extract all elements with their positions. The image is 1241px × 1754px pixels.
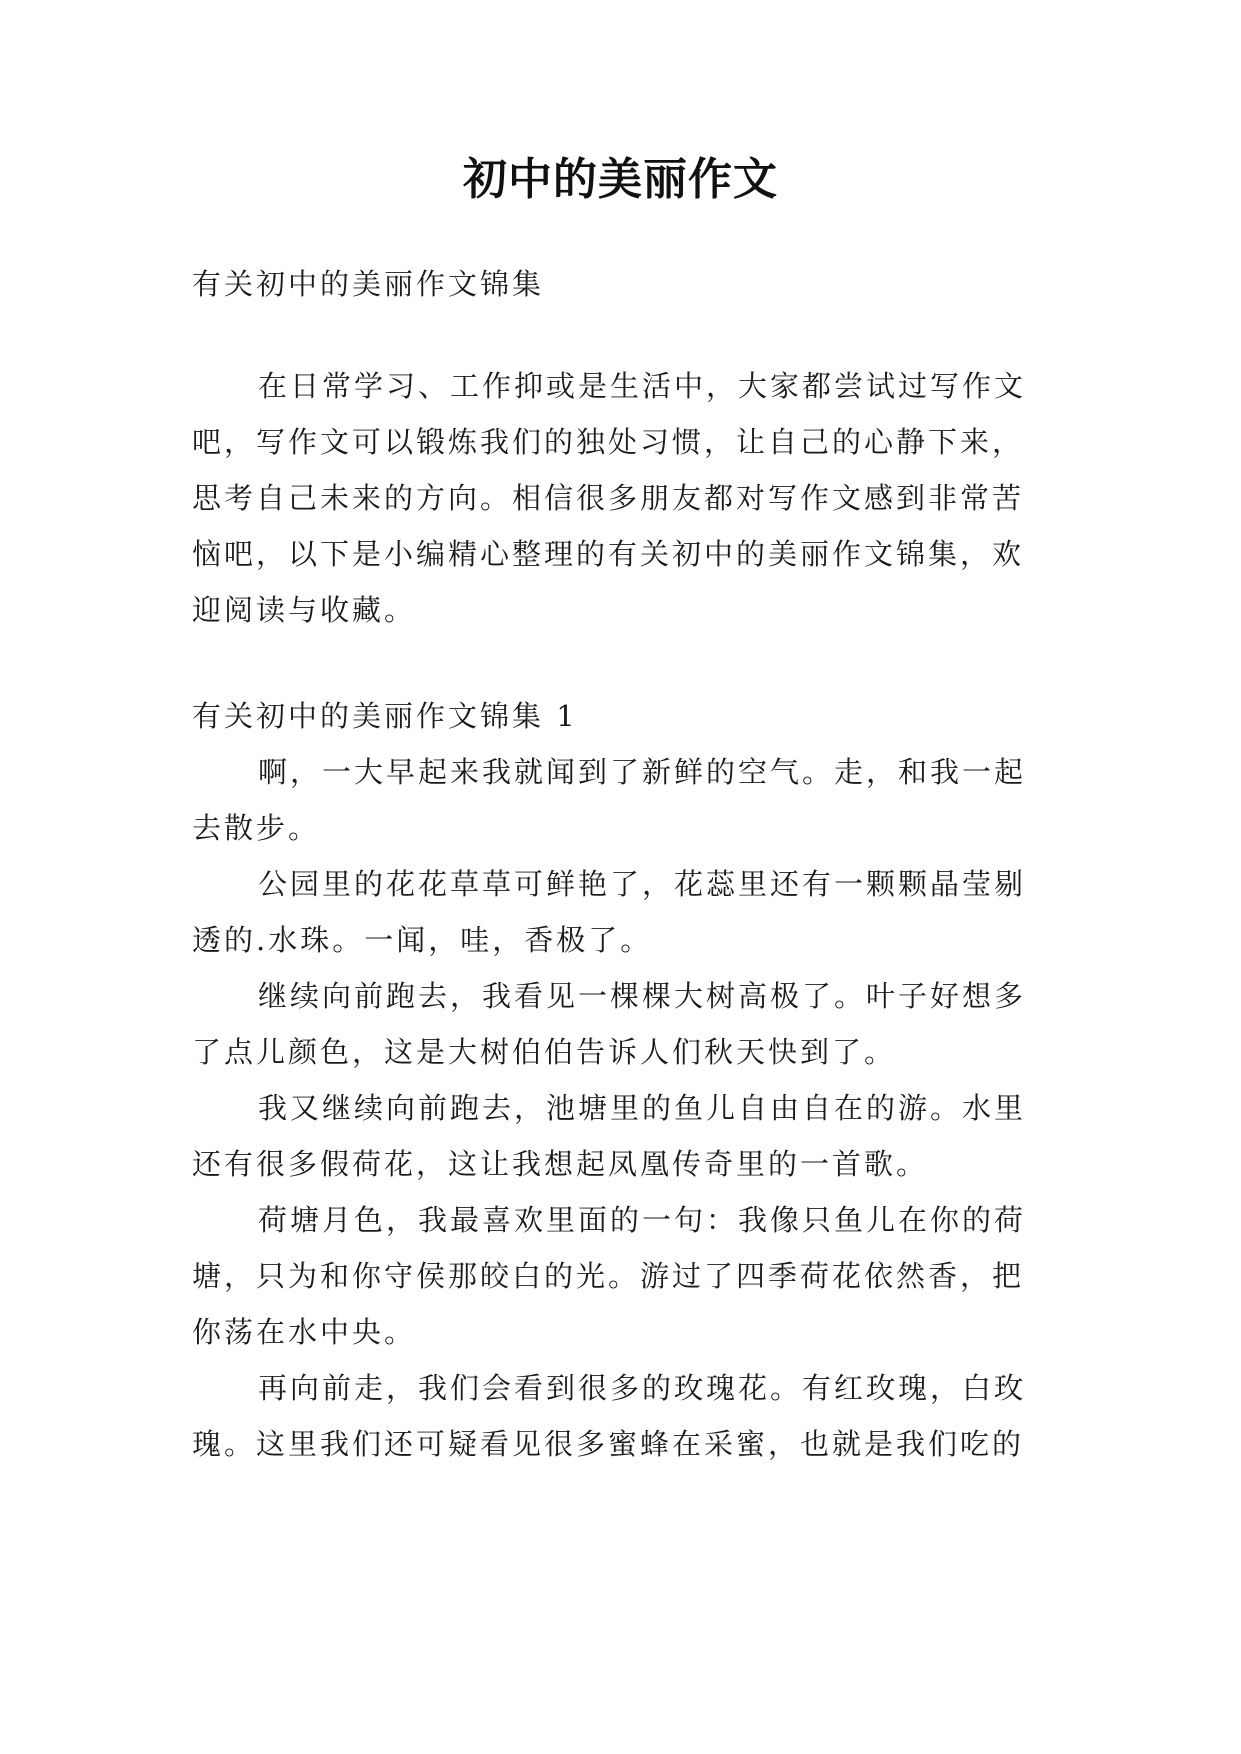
body-line: 啊，一大早起来我就闻到了新鲜的空气。走，和我一起 — [258, 755, 1027, 789]
body-line: 还有很多假荷花，这让我想起凤凰传奇里的一首歌。 — [192, 1147, 929, 1181]
intro-line: 吧，写作文可以锻炼我们的独处习惯，让自己的心静下来， — [192, 425, 1025, 459]
body-line: 瑰。这里我们还可疑看见很多蜜蜂在采蜜，也就是我们吃的 — [192, 1427, 1025, 1461]
document-subtitle: 有关初中的美丽作文锦集 — [192, 267, 545, 301]
intro-line: 在日常学习、工作抑或是生活中，大家都尝试过写作文 — [258, 369, 1027, 403]
body-line: 透的.水珠。一闻，哇，香极了。 — [192, 923, 653, 957]
body-line: 了点儿颜色，这是大树伯伯告诉人们秋天快到了。 — [192, 1035, 897, 1069]
body-line: 去散步。 — [192, 811, 321, 845]
body-line: 塘，只为和你守侯那皎白的光。游过了四季荷花依然香，把 — [192, 1259, 1025, 1293]
body-line: 公园里的花花草草可鲜艳了，花蕊里还有一颗颗晶莹剔 — [258, 867, 1027, 901]
body-line: 我又继续向前跑去，池塘里的鱼儿自由自在的游。水里 — [258, 1091, 1027, 1125]
intro-line: 迎阅读与收藏。 — [192, 593, 417, 627]
intro-line: 恼吧，以下是小编精心整理的有关初中的美丽作文锦集，欢 — [192, 537, 1025, 571]
body-line: 继续向前跑去，我看见一棵棵大树高极了。叶子好想多 — [258, 979, 1027, 1013]
section-heading: 有关初中的美丽作文锦集 1 — [192, 699, 578, 733]
body-line: 你荡在水中央。 — [192, 1315, 417, 1349]
intro-line: 思考自己未来的方向。相信很多朋友都对写作文感到非常苦 — [192, 481, 1025, 515]
body-line: 荷塘月色，我最喜欢里面的一句：我像只鱼儿在你的荷 — [258, 1203, 1027, 1237]
body-line: 再向前走，我们会看到很多的玫瑰花。有红玫瑰，白玫 — [258, 1371, 1027, 1405]
document-title: 初中的美丽作文 — [463, 154, 778, 205]
